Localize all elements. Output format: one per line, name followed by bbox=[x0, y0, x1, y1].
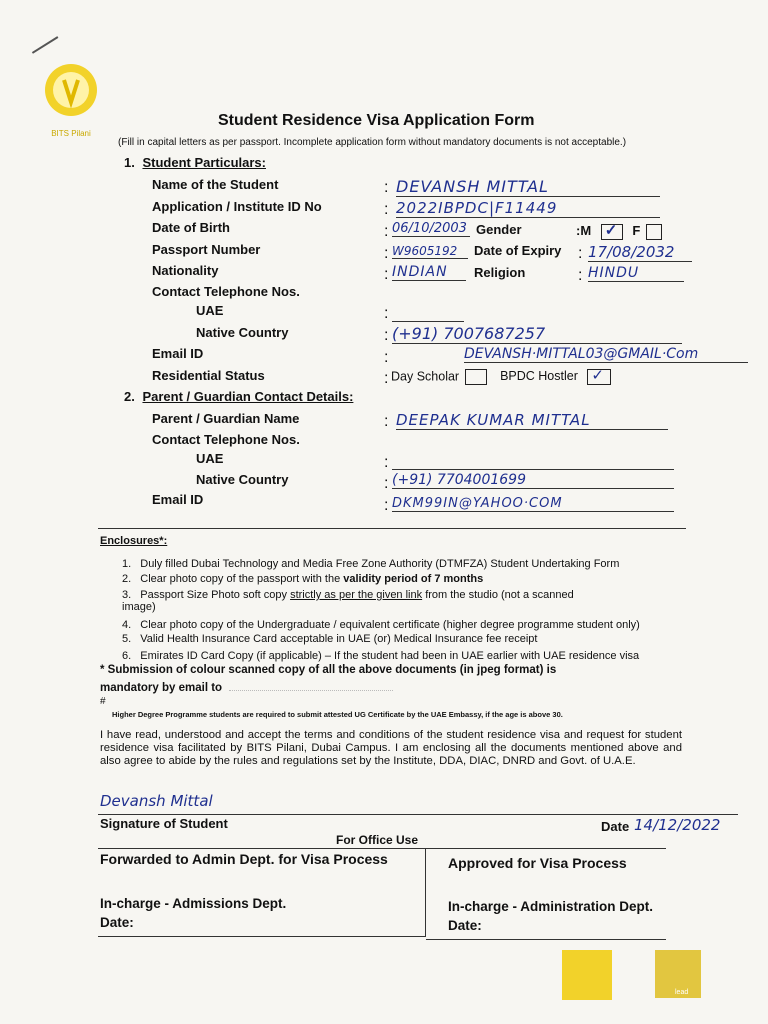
admin-date-label: Date: bbox=[448, 918, 482, 933]
enclosures-heading: Enclosures*: bbox=[100, 535, 168, 547]
expiry-value[interactable]: 17/08/2032 bbox=[588, 243, 692, 262]
name-label: Name of the Student bbox=[152, 177, 279, 192]
enclosure-item-1 bbox=[122, 558, 619, 570]
logo-text: BITS Pilani bbox=[51, 129, 91, 138]
incharge-admin-label: In-charge - Administration Dept. bbox=[448, 899, 654, 914]
section2-number: 2. bbox=[124, 389, 135, 404]
mandatory-email-label bbox=[100, 682, 393, 694]
enclosure-text: from the studio (not a scanned image) bbox=[122, 589, 574, 613]
bits-logo-emblem bbox=[40, 58, 102, 124]
office-bottom-left-line bbox=[98, 936, 426, 937]
colon: : bbox=[384, 179, 389, 196]
instruction-text: (Fill in capital letters as per passport. Incomplete application form without mandatory documents is not acceptable.) bbox=[118, 137, 627, 148]
enclosure-text: Valid Health Insurance Card acceptable in UAE (or) Medical Insurance fee receipt bbox=[140, 633, 538, 645]
uae-label: UAE bbox=[196, 303, 224, 318]
page-title: Student Residence Visa Application Form bbox=[218, 112, 535, 129]
photo-link[interactable]: strictly as per the given link bbox=[290, 589, 423, 601]
colon: : bbox=[384, 201, 389, 218]
approved-label: Approved for Visa Process bbox=[448, 855, 627, 871]
office-heading: For Office Use bbox=[336, 833, 419, 847]
nationality-label: Nationality bbox=[152, 263, 219, 278]
parent-native-label: Native Country bbox=[196, 472, 289, 487]
enclosure-num: 3. bbox=[122, 589, 132, 601]
residential-options bbox=[391, 369, 611, 385]
colon: : bbox=[384, 454, 389, 471]
enclosure-bold: validity period of 7 months bbox=[343, 573, 484, 585]
appid-value[interactable]: 2022IBPDC|F11449 bbox=[396, 199, 660, 218]
section2-heading bbox=[124, 389, 353, 404]
gender-m bbox=[576, 223, 662, 240]
expiry-label: Date of Expiry bbox=[474, 243, 562, 258]
section2-title: Parent / Guardian Contact Details: bbox=[142, 389, 354, 404]
bpdc-hostler-label: BPDC Hostler bbox=[500, 369, 578, 384]
colon: : bbox=[384, 266, 389, 283]
contact-label: Contact Telephone Nos. bbox=[152, 284, 300, 299]
office-bottom-right-line bbox=[426, 939, 666, 940]
pen-mark bbox=[32, 36, 58, 53]
parent-value[interactable]: DEEPAK KUMAR MITTAL bbox=[396, 411, 668, 430]
parent-email-label: Email ID bbox=[152, 492, 204, 507]
forwarded-label: Forwarded to Admin Dept. for Visa Process bbox=[100, 851, 388, 867]
enclosure-num: 1. bbox=[122, 558, 132, 570]
colon: : bbox=[384, 497, 389, 514]
submission-note: * Submission of colour scanned copy of all the above documents (in jpeg format) is bbox=[100, 664, 557, 676]
gender-m-checkbox[interactable] bbox=[601, 221, 623, 240]
enclosure-num: 5. bbox=[122, 633, 132, 645]
enclosure-num: 6. bbox=[122, 650, 132, 662]
enclosure-text: Clear photo copy of the passport with the bbox=[140, 573, 341, 585]
office-divider bbox=[425, 848, 426, 936]
enclosure-num: 2. bbox=[122, 573, 132, 585]
date-value[interactable]: 14/12/2022 bbox=[634, 816, 721, 834]
incharge-admissions-label: In-charge - Admissions Dept. bbox=[100, 896, 287, 911]
email-label: Email ID bbox=[152, 346, 204, 361]
day-scholar-checkbox[interactable] bbox=[465, 369, 487, 385]
section1-title: Student Particulars: bbox=[142, 155, 266, 170]
parent-label: Parent / Guardian Name bbox=[152, 411, 300, 426]
email-value[interactable]: DEVANSH·MITTAL03@GMAIL·Com bbox=[464, 346, 748, 363]
colon: : bbox=[384, 223, 389, 240]
residential-label: Residential Status bbox=[152, 368, 265, 383]
religion-label: Religion bbox=[474, 265, 526, 280]
section1-heading bbox=[124, 155, 266, 170]
colon: : bbox=[384, 305, 389, 322]
hash-note: Higher Degree Programme students are required to submit attested UG Certificate by the UAE Embassy, if the age is above 30. bbox=[112, 710, 563, 719]
check-icon: ✓ bbox=[604, 221, 618, 239]
enclosure-num: 4. bbox=[122, 619, 132, 631]
colon: : bbox=[578, 245, 583, 262]
nationality-value[interactable]: INDIAN bbox=[392, 264, 466, 281]
signature-line bbox=[98, 814, 738, 815]
enclosure-item-2 bbox=[122, 573, 483, 585]
parent-uae-value[interactable] bbox=[392, 468, 674, 470]
passport-label: Passport Number bbox=[152, 242, 261, 257]
parent-uae-label: UAE bbox=[196, 451, 224, 466]
enclosure-text: Clear photo copy of the Undergraduate / equivalent certificate (higher degree programme student only) bbox=[140, 619, 640, 631]
colon: : bbox=[578, 267, 583, 284]
dob-label: Date of Birth bbox=[152, 220, 230, 235]
admissions-date-label: Date: bbox=[100, 915, 134, 930]
colon: : bbox=[384, 475, 389, 492]
check-icon: ✓ bbox=[591, 367, 604, 384]
name-value[interactable]: DEVANSH MITTAL bbox=[396, 177, 660, 197]
mandatory-email-text: mandatory by email to bbox=[100, 682, 223, 694]
section1-number: 1. bbox=[124, 155, 135, 170]
religion-value[interactable]: HINDU bbox=[588, 265, 684, 282]
declaration-text: I have read, understood and accept the terms and conditions of the student residence visa and request for student residence visa facilitated by BITS Pilani, Dubai Campus. I am enclosing all the documents mentioned above and also agree to abide by the rules and regulations set by the Institute, DDA, DIAC, DNRD and Govt. of U.A.E. bbox=[100, 729, 682, 768]
bits-logo bbox=[40, 58, 102, 144]
stamp-text: lead bbox=[675, 989, 689, 996]
native-value[interactable]: (+91) 7007687257 bbox=[392, 324, 682, 344]
uae-value[interactable] bbox=[392, 320, 464, 322]
bpdc-hostler-checkbox[interactable] bbox=[587, 369, 611, 385]
date-label: Date bbox=[601, 819, 630, 834]
enclosure-text: Duly filled Dubai Technology and Media Free Zone Authority (DTMFZA) Student Undertaking Form bbox=[140, 558, 620, 570]
colon: : bbox=[384, 413, 389, 430]
signature-value[interactable]: Devansh Mittal bbox=[100, 792, 213, 810]
appid-label: Application / Institute ID No bbox=[152, 199, 322, 214]
day-scholar-label: Day Scholar bbox=[391, 369, 460, 384]
yellow-stamp-left bbox=[562, 950, 612, 1000]
enclosure-item-4 bbox=[122, 619, 640, 631]
parent-email-value[interactable]: DKM99IN@YAHOO·COM bbox=[392, 496, 674, 512]
colon: : bbox=[384, 327, 389, 344]
gender-label: Gender bbox=[476, 222, 522, 237]
enclosure-item-5 bbox=[122, 633, 537, 645]
hash-mark: # bbox=[100, 696, 106, 707]
yellow-stamp-right bbox=[655, 950, 701, 998]
colon: : bbox=[384, 370, 389, 387]
colon: : bbox=[384, 349, 389, 366]
email-blank[interactable] bbox=[229, 690, 393, 691]
parent-native-value[interactable]: (+91) 7704001699 bbox=[392, 472, 674, 489]
parent-contact-label: Contact Telephone Nos. bbox=[152, 432, 300, 447]
office-top-line bbox=[98, 848, 666, 849]
enclosure-text: Emirates ID Card Copy (if applicable) – If the student had been in UAE earlier with UAE residence visa bbox=[140, 650, 640, 662]
gender-f-checkbox[interactable] bbox=[646, 224, 662, 240]
passport-value[interactable]: W9605192 bbox=[392, 244, 468, 259]
native-label: Native Country bbox=[196, 325, 289, 340]
gender-m-label: :M bbox=[576, 223, 592, 238]
colon: : bbox=[384, 245, 389, 262]
gender-f-label: F bbox=[632, 223, 641, 238]
divider bbox=[98, 528, 686, 529]
signature-label: Signature of Student bbox=[100, 816, 228, 831]
enclosure-item-3 bbox=[122, 589, 602, 613]
enclosure-text: Passport Size Photo soft copy bbox=[140, 589, 287, 601]
enclosure-item-6 bbox=[122, 650, 639, 662]
dob-value[interactable]: 06/10/2003 bbox=[392, 221, 470, 237]
